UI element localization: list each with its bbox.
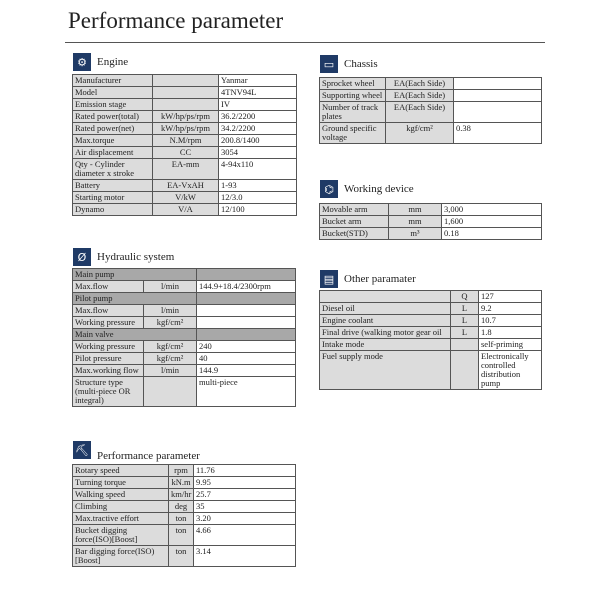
table-row	[73, 353, 296, 365]
table-row	[73, 192, 297, 204]
heading-text: Chassis	[344, 58, 378, 70]
param-label: Final drive (walking motor gear oil	[320, 327, 451, 339]
param-value: multi-piece	[197, 377, 296, 407]
param-label: Starting motor	[73, 192, 153, 204]
param-label: Engine coolant	[320, 315, 451, 327]
section-blank	[197, 329, 296, 341]
heading-text: Hydraulic system	[97, 251, 175, 263]
table-row	[73, 180, 297, 192]
param-label: Emission stage	[73, 99, 153, 111]
section-label: Pilot pump	[73, 293, 197, 305]
param-unit: EA(Each Side)	[386, 78, 454, 90]
table-row	[73, 365, 296, 377]
heading-text: Working device	[344, 183, 414, 195]
table-row	[320, 228, 542, 240]
other-table	[319, 290, 542, 390]
param-unit: ton	[169, 513, 194, 525]
param-label: Battery	[73, 180, 153, 192]
param-value: 3054	[219, 147, 297, 159]
param-value: 240	[197, 341, 296, 353]
param-label: Supporting wheel	[320, 90, 386, 102]
table-row	[73, 305, 296, 317]
param-value	[454, 102, 542, 123]
param-value	[454, 78, 542, 90]
chassis-icon: ▭	[320, 55, 338, 73]
page-title: Performance parameter	[68, 8, 284, 33]
param-unit	[144, 377, 197, 407]
param-value: 4-94x110	[219, 159, 297, 180]
param-unit: kN.m	[169, 477, 194, 489]
param-label: Rotary speed	[73, 465, 169, 477]
param-unit: V/A	[153, 204, 219, 216]
param-value: 11.76	[194, 465, 296, 477]
working-device-table	[319, 203, 542, 240]
param-value: self-priming	[479, 339, 542, 351]
param-label: Model	[73, 87, 153, 99]
param-value: 200.8/1400	[219, 135, 297, 147]
param-unit: kW/hp/ps/rpm	[153, 111, 219, 123]
param-unit: ton	[169, 525, 194, 546]
param-label: Turning torque	[73, 477, 169, 489]
table-row	[73, 159, 297, 180]
param-label: Max.flow	[73, 305, 144, 317]
performance-heading	[73, 438, 200, 462]
param-label: Bucket digging force(ISO)[Boost]	[73, 525, 169, 546]
param-value: 3,000	[442, 204, 542, 216]
param-unit: ton	[169, 546, 194, 567]
param-label: Dynamo	[73, 204, 153, 216]
param-label: Movable arm	[320, 204, 389, 216]
param-label: Diesel oil	[320, 303, 451, 315]
param-unit: EA(Each Side)	[386, 102, 454, 123]
param-label: Sprocket wheel	[320, 78, 386, 90]
param-unit: kgf/cm²	[386, 123, 454, 144]
param-label: Rated power(total)	[73, 111, 153, 123]
param-label: Working pressure	[73, 317, 144, 329]
param-unit	[153, 99, 219, 111]
param-value: Electronically controlled distribution pump	[479, 351, 542, 390]
param-unit	[451, 339, 479, 351]
param-label: Number of track plates	[320, 102, 386, 123]
param-label: Max.tractive effort	[73, 513, 169, 525]
hydraulic-table	[72, 268, 296, 407]
table-row	[73, 377, 296, 407]
param-value: 144.9	[197, 365, 296, 377]
param-label: Fuel supply mode	[320, 351, 451, 390]
param-label: Bucket(STD)	[320, 228, 389, 240]
table-row	[73, 135, 297, 147]
param-unit: kgf/cm²	[144, 353, 197, 365]
table-row	[320, 351, 542, 390]
param-label: Rated power(net)	[73, 123, 153, 135]
param-unit: L	[451, 303, 479, 315]
param-unit: mm	[389, 216, 442, 228]
param-value	[454, 90, 542, 102]
section-blank	[197, 269, 296, 281]
param-label: Working pressure	[73, 341, 144, 353]
param-label: Manufacturer	[73, 75, 153, 87]
param-value: 34.2/2200	[219, 123, 297, 135]
param-value: 4.66	[194, 525, 296, 546]
heading-text: Other paramater	[344, 273, 416, 285]
table-row	[73, 489, 296, 501]
table-row	[320, 90, 542, 102]
param-value: 4TNV94L	[219, 87, 297, 99]
param-value	[197, 305, 296, 317]
param-value: 35	[194, 501, 296, 513]
table-row	[73, 204, 297, 216]
param-unit: deg	[169, 501, 194, 513]
table-row	[320, 315, 542, 327]
param-unit: m³	[389, 228, 442, 240]
table-row	[73, 281, 296, 293]
param-unit: l/min	[144, 365, 197, 377]
param-unit: N.M/rpm	[153, 135, 219, 147]
param-value: 10.7	[479, 315, 542, 327]
table-row	[320, 204, 542, 216]
table-row	[320, 327, 542, 339]
table-row	[73, 546, 296, 567]
heading-text: Performance parameter	[97, 450, 200, 462]
engine-table	[72, 74, 297, 216]
param-value: 9.2	[479, 303, 542, 315]
param-label: Max.working flow	[73, 365, 144, 377]
param-label: Max.torque	[73, 135, 153, 147]
param-unit: EA-mm	[153, 159, 219, 180]
table-row	[73, 501, 296, 513]
table-row	[73, 525, 296, 546]
param-unit: kW/hp/ps/rpm	[153, 123, 219, 135]
param-unit: CC	[153, 147, 219, 159]
table-row	[320, 216, 542, 228]
working-device-heading	[320, 180, 414, 198]
param-value: 40	[197, 353, 296, 365]
chassis-table	[319, 77, 542, 144]
param-label: Air displacement	[73, 147, 153, 159]
param-value: IV	[219, 99, 297, 111]
chassis-heading	[320, 55, 378, 73]
param-value: 1.8	[479, 327, 542, 339]
param-value: 12/100	[219, 204, 297, 216]
param-unit: EA(Each Side)	[386, 90, 454, 102]
param-unit: l/min	[144, 305, 197, 317]
param-value: 1,600	[442, 216, 542, 228]
param-unit: l/min	[144, 281, 197, 293]
param-label: Qty - Cylinder diameter x stroke	[73, 159, 153, 180]
param-label: Bar digging force(ISO)[Boost]	[73, 546, 169, 567]
param-value: 3.20	[194, 513, 296, 525]
document-icon: ▤	[320, 270, 338, 288]
param-unit	[153, 87, 219, 99]
param-value: 3.14	[194, 546, 296, 567]
table-row	[73, 465, 296, 477]
table-row	[320, 303, 542, 315]
table-row	[73, 477, 296, 489]
table-row	[320, 291, 542, 303]
param-unit: L	[451, 327, 479, 339]
param-unit: kgf/cm²	[144, 317, 197, 329]
table-row	[73, 99, 297, 111]
param-unit: EA-VxAH	[153, 180, 219, 192]
param-label: Structure type (multi-piece OR integral)	[73, 377, 144, 407]
table-row	[320, 339, 542, 351]
param-label: Max.flow	[73, 281, 144, 293]
section-row	[73, 293, 296, 305]
param-unit: mm	[389, 204, 442, 216]
hydraulic-heading	[73, 248, 174, 266]
param-label: Walking speed	[73, 489, 169, 501]
param-unit	[451, 351, 479, 390]
table-row	[320, 123, 542, 144]
engine-heading	[73, 53, 128, 71]
param-value: 0.38	[454, 123, 542, 144]
section-blank	[197, 293, 296, 305]
param-unit	[153, 75, 219, 87]
param-value: 0.18	[442, 228, 542, 240]
title-divider	[65, 42, 545, 43]
working-device-icon: ⌬	[320, 180, 338, 198]
param-value: 12/3.0	[219, 192, 297, 204]
other-heading	[320, 270, 416, 288]
performance-table	[72, 464, 296, 567]
heading-text: Engine	[97, 56, 129, 68]
param-unit: rpm	[169, 465, 194, 477]
param-label: Intake mode	[320, 339, 451, 351]
table-row	[73, 317, 296, 329]
engine-icon: ⚙	[73, 53, 91, 71]
param-label: Bucket arm	[320, 216, 389, 228]
table-row	[73, 111, 297, 123]
table-row	[73, 147, 297, 159]
param-unit: V/kW	[153, 192, 219, 204]
param-label: Pilot pressure	[73, 353, 144, 365]
section-row	[73, 329, 296, 341]
param-unit: L	[451, 315, 479, 327]
param-unit: Q	[451, 291, 479, 303]
table-row	[73, 513, 296, 525]
param-value: 127	[479, 291, 542, 303]
param-label: Ground specific voltage	[320, 123, 386, 144]
param-unit: kgf/cm²	[144, 341, 197, 353]
param-value: Yanmar	[219, 75, 297, 87]
table-row	[73, 123, 297, 135]
table-row	[73, 75, 297, 87]
param-value: 144.9+18.4/2300rpm	[197, 281, 296, 293]
param-value: 9.95	[194, 477, 296, 489]
table-row	[320, 102, 542, 123]
param-value: 25.7	[194, 489, 296, 501]
excavator-icon: ⛏	[73, 441, 91, 459]
param-value: 1-93	[219, 180, 297, 192]
param-value: 36.2/2200	[219, 111, 297, 123]
param-label	[320, 291, 451, 303]
table-row	[320, 78, 542, 90]
section-label: Main pump	[73, 269, 197, 281]
table-row	[73, 341, 296, 353]
section-row	[73, 269, 296, 281]
param-label: Climbing	[73, 501, 169, 513]
param-unit: km/hr	[169, 489, 194, 501]
section-label: Main valve	[73, 329, 197, 341]
table-row	[73, 87, 297, 99]
param-value	[197, 317, 296, 329]
hydraulic-icon: Ø	[73, 248, 91, 266]
